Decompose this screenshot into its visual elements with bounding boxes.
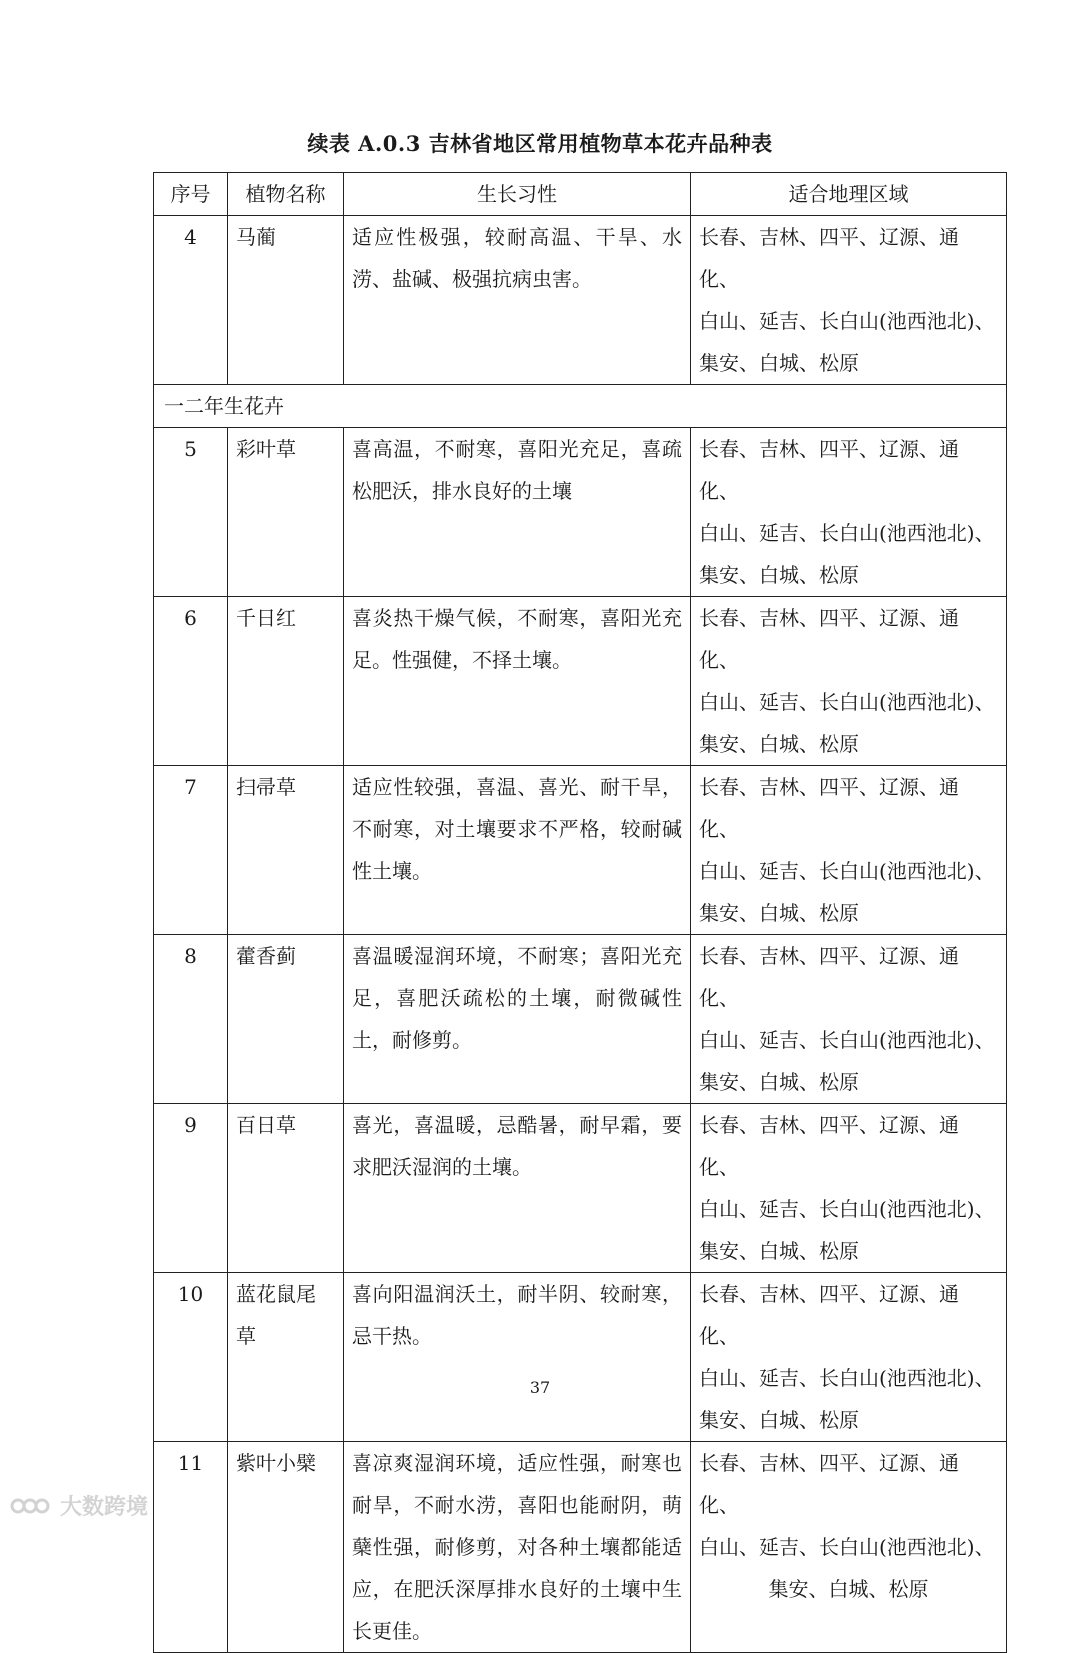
growth-habit: 喜炎热干燥气候，不耐寒，喜阳光充足。性强健，不择土壤。 [344,597,691,766]
row-number: 8 [154,935,228,1104]
region-cell [691,1273,1007,1442]
table-row [154,1104,1007,1273]
region-cell [691,1442,1007,1653]
table-row [154,1442,1007,1653]
region-line: 集安、白城、松原 [768,1577,929,1601]
growth-habit: 适应性极强，较耐高温、干旱、水涝、盐碱、极强抗病虫害。 [344,216,691,385]
page-number: 37 [529,1378,551,1397]
row-number: 11 [154,1442,228,1653]
plant-name: 藿香蓟 [228,935,344,1104]
growth-habit: 喜温暖湿润环境，不耐寒；喜阳光充足，喜肥沃疏松的土壤，耐微碱性土，耐修剪。 [344,935,691,1104]
region-cell [691,216,1007,385]
plant-table [153,172,1007,1653]
region-line: 集安、白城、松原 [699,563,859,587]
growth-habit: 喜向阳温润沃土，耐半阴、较耐寒，忌干热。 [344,1273,691,1442]
region-line: 白山、延吉、长白山(池西池北)、 [699,1535,995,1559]
region-line: 白山、延吉、长白山(池西池北)、 [699,1366,995,1390]
table-row [154,935,1007,1104]
region-line: 长春、吉林、四平、辽源、通化、 [699,775,959,841]
growth-habit: 喜凉爽湿润环境，适应性强，耐寒也耐旱，不耐水涝，喜阳也能耐阴，萌蘖性强，耐修剪，对各种土壤都能适应，在肥沃深厚排水良好的土壤中生长更佳。 [344,1442,691,1653]
region-line: 白山、延吉、长白山(池西池北)、 [699,1197,995,1221]
row-number: 5 [154,428,228,597]
row-number: 10 [154,1273,228,1442]
region-line: 集安、白城、松原 [699,901,859,925]
table-row [154,597,1007,766]
region-line: 白山、延吉、长白山(池西池北)、 [699,1028,995,1052]
table-row [154,428,1007,597]
growth-habit: 喜光，喜温暖，忌酷暑，耐早霜，要求肥沃湿润的土壤。 [344,1104,691,1273]
row-number: 7 [154,766,228,935]
watermark-logo-icon [10,1494,54,1518]
region-line: 长春、吉林、四平、辽源、通化、 [699,944,959,1010]
region-line: 白山、延吉、长白山(池西池北)、 [699,690,995,714]
header-growth-habit: 生长习性 [344,173,691,216]
plant-name: 扫帚草 [228,766,344,935]
region-line: 集安、白城、松原 [699,351,859,375]
growth-habit: 适应性较强，喜温、喜光、耐干旱，不耐寒，对土壤要求不严格，较耐碱性土壤。 [344,766,691,935]
row-number: 6 [154,597,228,766]
watermark [10,1490,148,1521]
table-row [154,216,1007,385]
header-region: 适合地理区域 [691,173,1007,216]
region-line: 白山、延吉、长白山(池西池北)、 [699,859,995,883]
plant-name: 千日红 [228,597,344,766]
region-line: 长春、吉林、四平、辽源、通化、 [699,437,959,503]
row-number: 4 [154,216,228,385]
region-line: 集安、白城、松原 [699,1408,859,1432]
region-line: 长春、吉林、四平、辽源、通化、 [699,1451,959,1517]
region-line: 集安、白城、松原 [699,1239,859,1263]
region-line: 长春、吉林、四平、辽源、通化、 [699,225,959,291]
region-line: 长春、吉林、四平、辽源、通化、 [699,606,959,672]
row-number: 9 [154,1104,228,1273]
region-line: 集安、白城、松原 [699,732,859,756]
plant-name: 蓝花鼠尾草 [228,1273,344,1442]
region-line: 白山、延吉、长白山(池西池北)、 [699,309,995,333]
region-cell [691,1104,1007,1273]
growth-habit: 喜高温，不耐寒，喜阳光充足，喜疏松肥沃，排水良好的土壤 [344,428,691,597]
section-label: 一二年生花卉 [154,385,1007,428]
plant-name: 彩叶草 [228,428,344,597]
region-line: 长春、吉林、四平、辽源、通化、 [699,1113,959,1179]
region-line: 集安、白城、松原 [699,1070,859,1094]
table-title: 续表 A.0.3 吉林省地区常用植物草本花卉品种表 [307,131,773,156]
region-cell [691,935,1007,1104]
header-plant-name: 植物名称 [228,173,344,216]
header-number: 序号 [154,173,228,216]
table-row [154,766,1007,935]
table-header-row [154,173,1007,216]
plant-name: 紫叶小檗 [228,1442,344,1653]
section-row [154,385,1007,428]
region-line: 白山、延吉、长白山(池西池北)、 [699,521,995,545]
region-cell [691,766,1007,935]
region-cell [691,428,1007,597]
region-line: 长春、吉林、四平、辽源、通化、 [699,1282,959,1348]
table-row [154,1273,1007,1442]
plant-name: 马蔺 [228,216,344,385]
plant-name: 百日草 [228,1104,344,1273]
region-cell [691,597,1007,766]
watermark-text: 大数跨境 [60,1495,149,1520]
